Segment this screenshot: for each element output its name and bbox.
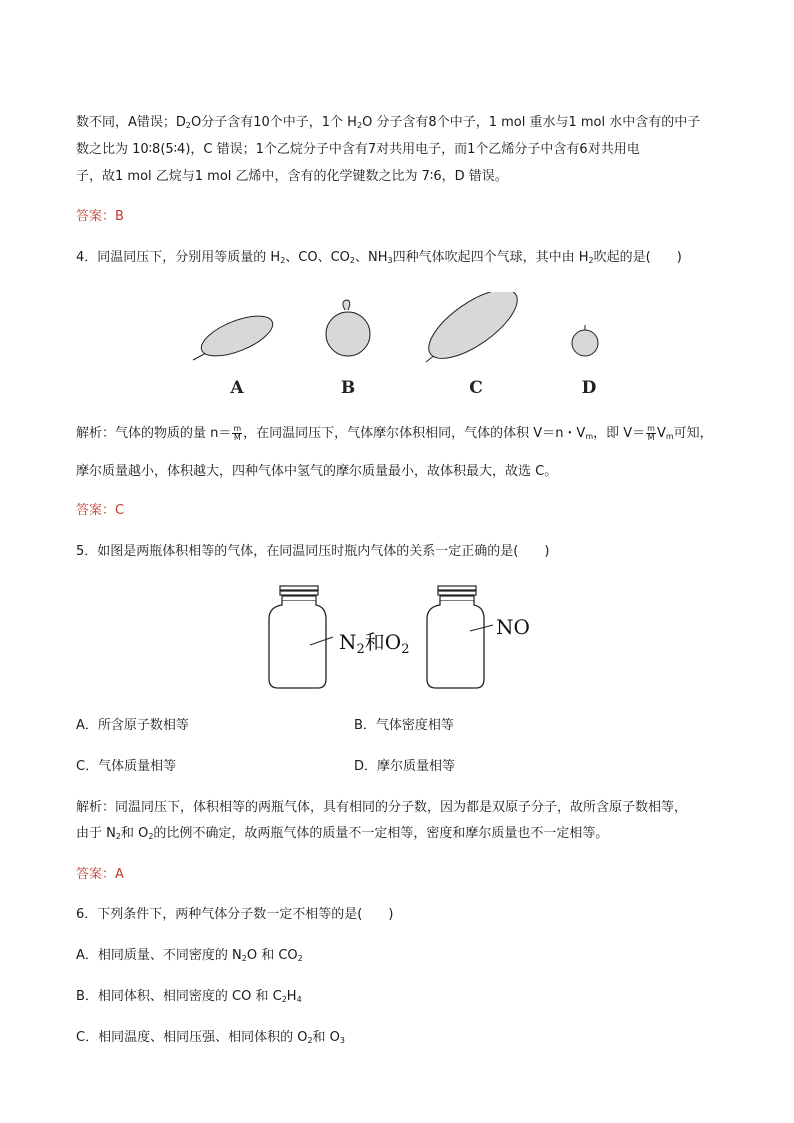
q5-option-b: B．气体密度相等	[354, 718, 454, 733]
q6-option-a: A．相同质量、不同密度的 $N_2O$ 和 $CO_2$	[76, 948, 303, 963]
q4-stem: 4．同温同压下，分别用等质量的 $H_2$、CO、$CO_2$、$NH_3$四种气体吹起四个气球，其中由 $H_2$吹起的是( )	[76, 250, 682, 265]
balloons-figure	[180, 292, 620, 402]
q4-explanation-line-2: 摩尔质量越小，体积越大，四种气体中氢气的摩尔质量最小，故体积最大，故选 C。	[76, 464, 558, 479]
q6-stem: 6．下列条件下，两种气体分子数一定不相等的是( )	[76, 907, 394, 922]
fraction-m-over-M: $\frac{m}{M}$	[233, 424, 242, 442]
balloon-c	[418, 292, 527, 371]
bottle-right-label: NO	[496, 615, 530, 639]
balloon-a	[193, 308, 278, 364]
answer-q4: 答案：C	[76, 503, 125, 518]
q5-option-d: D．摩尔质量相等	[354, 759, 456, 774]
intro-line-1: 数不同，A错误；$D_2O$分子含有10个中子，1个 $H_2O$ 分子含有8个中子，1 mol 重水与1 mol 水中含有的中子	[76, 115, 701, 130]
q6-option-b: B．相同体积、相同密度的 CO 和 $C_2H_4$	[76, 989, 302, 1004]
bottle-left-label: $N_2$和$O_2$	[339, 630, 410, 657]
intro-line-3: 子，故1 mol 乙烷与1 mol 乙烯中，含有的化学键数之比为 7∶6，D 错误。	[76, 169, 508, 184]
q5-explanation-line-2: 由于 $N_2$和 $O_2$的比例不确定，故两瓶气体的质量不一定相等，密度和摩尔质量也不一定相等。	[76, 826, 609, 841]
q5-explanation-line-1: 解析：同温同压下，体积相等的两瓶气体，具有相同的分子数，因为都是双原子分子，故所含原子数相等，	[76, 800, 688, 815]
bottles-figure	[260, 583, 540, 693]
answer-q3: 答案：B	[76, 209, 124, 224]
bottle-right	[427, 586, 493, 688]
q5-stem: 5．如图是两瓶体积相等的气体，在同温同压时瓶内气体的关系一定正确的是( )	[76, 544, 550, 559]
balloon-b	[326, 300, 370, 356]
balloon-label-c: C	[469, 378, 483, 398]
balloon-d	[572, 325, 598, 356]
balloon-label-b: B	[340, 378, 356, 398]
bottle-left	[269, 586, 333, 688]
fraction-m-over-M-2: $\frac{m}{M}$	[647, 424, 655, 442]
q5-option-a: A．所含原子数相等	[76, 718, 189, 733]
answer-q5: 答案：A	[76, 867, 124, 882]
intro-line-2: 数之比为 10∶8(5∶4)，C 错误；1个乙烷分子中含有7对共用电子，而1个乙烯分子中含有6对共用电	[76, 142, 640, 157]
balloon-label-d: D	[581, 378, 597, 398]
q4-explanation-line-1: 解析：气体的物质的量 n＝ $\frac{m}{M}$ ，在同温同压下，气体摩尔体积相同，气体的体积 V＝n・$V_m$，即 V＝ $\frac{m}{M}$ $V_m$可知，	[76, 424, 713, 442]
q6-option-c: C．相同温度、相同压强、相同体积的 $O_2$和 $O_3$	[76, 1030, 346, 1045]
balloon-label-a: A	[230, 378, 244, 398]
q5-option-c: C．气体质量相等	[76, 759, 177, 774]
